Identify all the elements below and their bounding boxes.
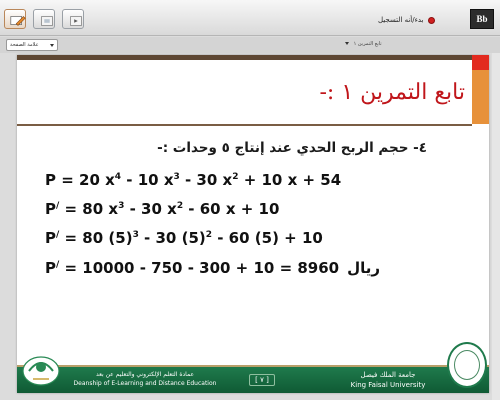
title-top-rule xyxy=(17,55,472,60)
draw-tool-button[interactable] xyxy=(4,9,26,29)
equation-result: P/ = 10000 - 750 - 300 + 10 = 8960 ريال xyxy=(45,259,381,277)
page-number: [ ٧ ] xyxy=(249,374,275,386)
university-seal-icon xyxy=(447,342,487,388)
chevron-down-icon xyxy=(50,44,54,47)
vertical-scrollbar[interactable] xyxy=(492,53,500,400)
pencil-icon xyxy=(8,12,28,30)
record-icon xyxy=(428,17,435,24)
slide-footer xyxy=(17,367,489,393)
slide-title: تابع التمرين ١ :- xyxy=(319,80,465,105)
window-button[interactable] xyxy=(33,9,55,29)
bookmark-dropdown[interactable] xyxy=(6,39,58,51)
slide-selector[interactable] xyxy=(345,41,382,47)
toolbar xyxy=(0,0,500,36)
deanship-name-en: Deanship of E-Learning and Distance Education xyxy=(73,380,217,387)
window-icon xyxy=(37,12,57,30)
equation-substitution: P/ = 80 $(5)^3 - 30$ $(5)^2 - 60$ (5) + 10 xyxy=(45,229,323,247)
equation-derivative: P/ = 80 $x^3 - 30$ $x^2 - 60$ x + 10 xyxy=(45,200,280,218)
recording-label: بدء/أنه التسجيل xyxy=(378,16,424,24)
equation-profit: P = 20 $x^4 - 10$ $x^3 - 30$ $x^2 + 10$ x + 54 xyxy=(45,171,342,189)
deanship-logo-icon xyxy=(19,341,63,389)
exit-icon xyxy=(66,12,86,30)
exit-button[interactable] xyxy=(62,9,84,29)
slide-selector-label: تابع التمرين ١ xyxy=(353,41,382,47)
currency-unit: ريال xyxy=(347,259,381,277)
slide xyxy=(17,55,489,393)
deanship-text xyxy=(65,370,225,388)
navigation-bar xyxy=(0,37,500,53)
chevron-down-icon xyxy=(345,42,349,45)
bookmark-dropdown-label: علامة الصفحة xyxy=(10,42,39,48)
university-text xyxy=(333,370,443,390)
title-accent-block xyxy=(472,55,489,124)
university-name-ar: جامعة الملك فيصل xyxy=(360,371,416,379)
recording-control[interactable] xyxy=(378,12,435,28)
blackboard-logo: Bb xyxy=(470,9,494,29)
university-name-en: King Faisal University xyxy=(350,381,426,389)
question-subtitle: ٤- حجم الربح الحدي عند إنتاج ٥ وحدات :- xyxy=(157,140,427,156)
deanship-name-ar: عمادة التعلم الإلكتروني والتعليم عن بعد xyxy=(95,371,195,378)
seal-inner-ring xyxy=(454,350,480,380)
title-divider xyxy=(17,124,472,126)
